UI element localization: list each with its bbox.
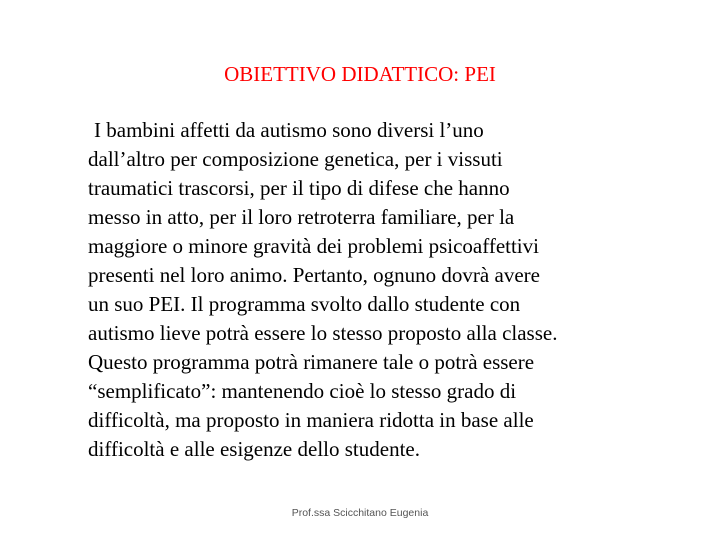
body-line: I bambini affetti da autismo sono diversi l’uno (94, 118, 484, 142)
slide-footer: Prof.ssa Scicchitano Eugenia (291, 507, 429, 519)
body-line: dall’altro per composizione genetica, per i vissuti (88, 147, 503, 171)
body-line: autismo lieve potrà essere lo stesso proposto alla classe. (88, 321, 558, 345)
body-line: presenti nel loro animo. Pertanto, ognuno dovrà avere (88, 263, 540, 287)
body-line: maggiore o minore gravità dei problemi psicoaffettivi (88, 234, 539, 258)
slide-title: OBIETTIVO DIDATTICO: PEI (224, 62, 496, 86)
body-line: traumatici trascorsi, per il tipo di difese che hanno (88, 176, 510, 200)
body-line: “semplificato”: mantenendo cioè lo stesso grado di (88, 379, 517, 403)
body-line: Questo programma potrà rimanere tale o potrà essere (88, 350, 535, 374)
body-line: difficoltà e alle esigenze dello studente. (88, 437, 420, 461)
body-line: difficoltà, ma proposto in maniera ridotta in base alle (88, 408, 534, 432)
body-paragraph (88, 116, 648, 464)
body-line: un suo PEI. Il programma svolto dallo studente con (88, 292, 521, 316)
body-line: messo in atto, per il loro retroterra familiare, per la (88, 205, 515, 229)
